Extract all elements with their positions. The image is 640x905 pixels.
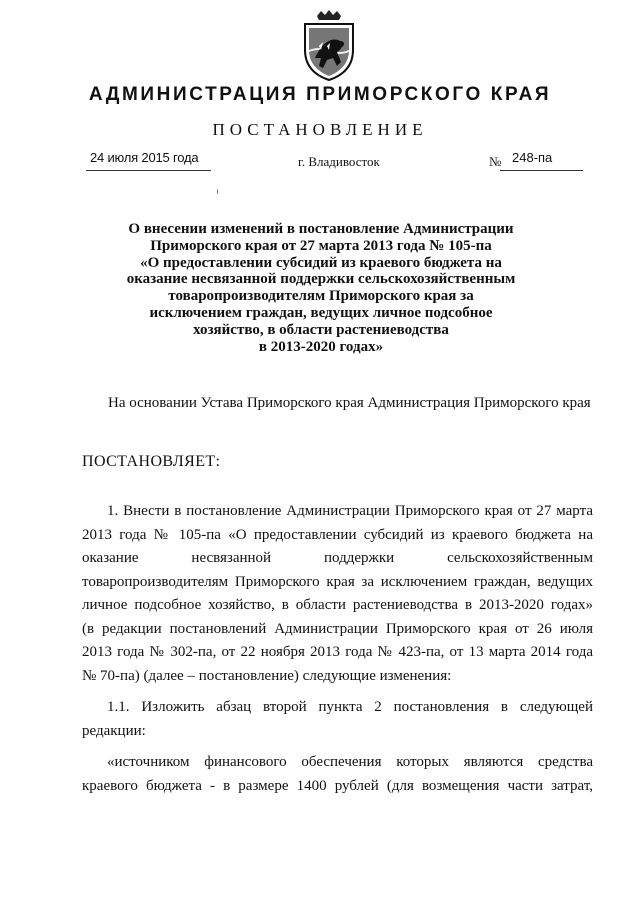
- body-line: редакции:: [82, 722, 146, 739]
- document-number: 248-па: [512, 150, 553, 165]
- body-line: 2013 года № 105-па «О предоставлении субсидий из краевого бюджета на: [82, 526, 593, 543]
- heading-line: Приморского края от 27 марта 2013 года № 105-па: [150, 237, 492, 254]
- body-line: оказание несвязанной поддержки сельскохозяйственным: [82, 550, 593, 566]
- body-line: «источником финансового обеспечения которых являются средства: [107, 754, 593, 770]
- body-line: № 70-па) (далее – постановление) следующие изменения:: [82, 667, 452, 684]
- body-line: личное подсобное хозяйство, в области растениеводства в 2013-2020 годах»: [82, 597, 593, 613]
- heading-line: в 2013-2020 годах»: [258, 338, 384, 355]
- body-line: 1.1. Изложить абзац второй пункта 2 постановления в следующей: [107, 699, 593, 715]
- heading-line: хозяйство, в области растениеводства: [193, 321, 449, 338]
- body-line: товаропроизводителям Приморского края за исключением граждан, ведущих: [82, 573, 593, 590]
- document-heading: [108, 221, 534, 355]
- document-body: [82, 500, 593, 798]
- document-city: г. Владивосток: [298, 154, 380, 169]
- heading-line: оказание несвязанной поддержки сельскохозяйственным: [126, 271, 516, 288]
- body-line: 2013 года № 302-па, от 22 ноября 2013 года № 423-па, от 13 марта 2014 года: [82, 644, 593, 660]
- body-line: краевого бюджета - в размере 1400 рублей (для возмещения части затрат,: [82, 777, 593, 794]
- number-sign: №: [489, 154, 502, 169]
- heading-line: товаропроизводителям Приморского края за: [168, 288, 474, 305]
- scan-mark: [217, 189, 218, 194]
- body-line: (в редакции постановлений Администрации Приморского края от 26 июля: [82, 620, 593, 637]
- date-underline: [86, 170, 211, 171]
- document-type: ПОСТАНОВЛЕНИЕ: [212, 120, 428, 139]
- heading-line: О внесении изменений в постановление Администрации: [128, 221, 514, 237]
- document-date: 24 июля 2015 года: [90, 150, 199, 165]
- administration-title: АДМИНИСТРАЦИЯ ПРИМОРСКОГО КРАЯ: [88, 84, 552, 105]
- number-underline: [500, 170, 583, 171]
- heading-line: «О предоставлении субсидий из краевого бюджета на: [140, 254, 502, 271]
- body-line: 1. Внести в постановление Администрации Приморского края от 27 марта: [107, 503, 593, 519]
- legal-basis: На основании Устава Приморского края Администрация Приморского края: [108, 395, 591, 411]
- primorsky-krai-coat-of-arms-icon: [297, 10, 361, 82]
- heading-line: исключением граждан, ведущих личное подсобное: [149, 304, 493, 321]
- decree-word: ПОСТАНОВЛЯЕТ:: [82, 453, 221, 470]
